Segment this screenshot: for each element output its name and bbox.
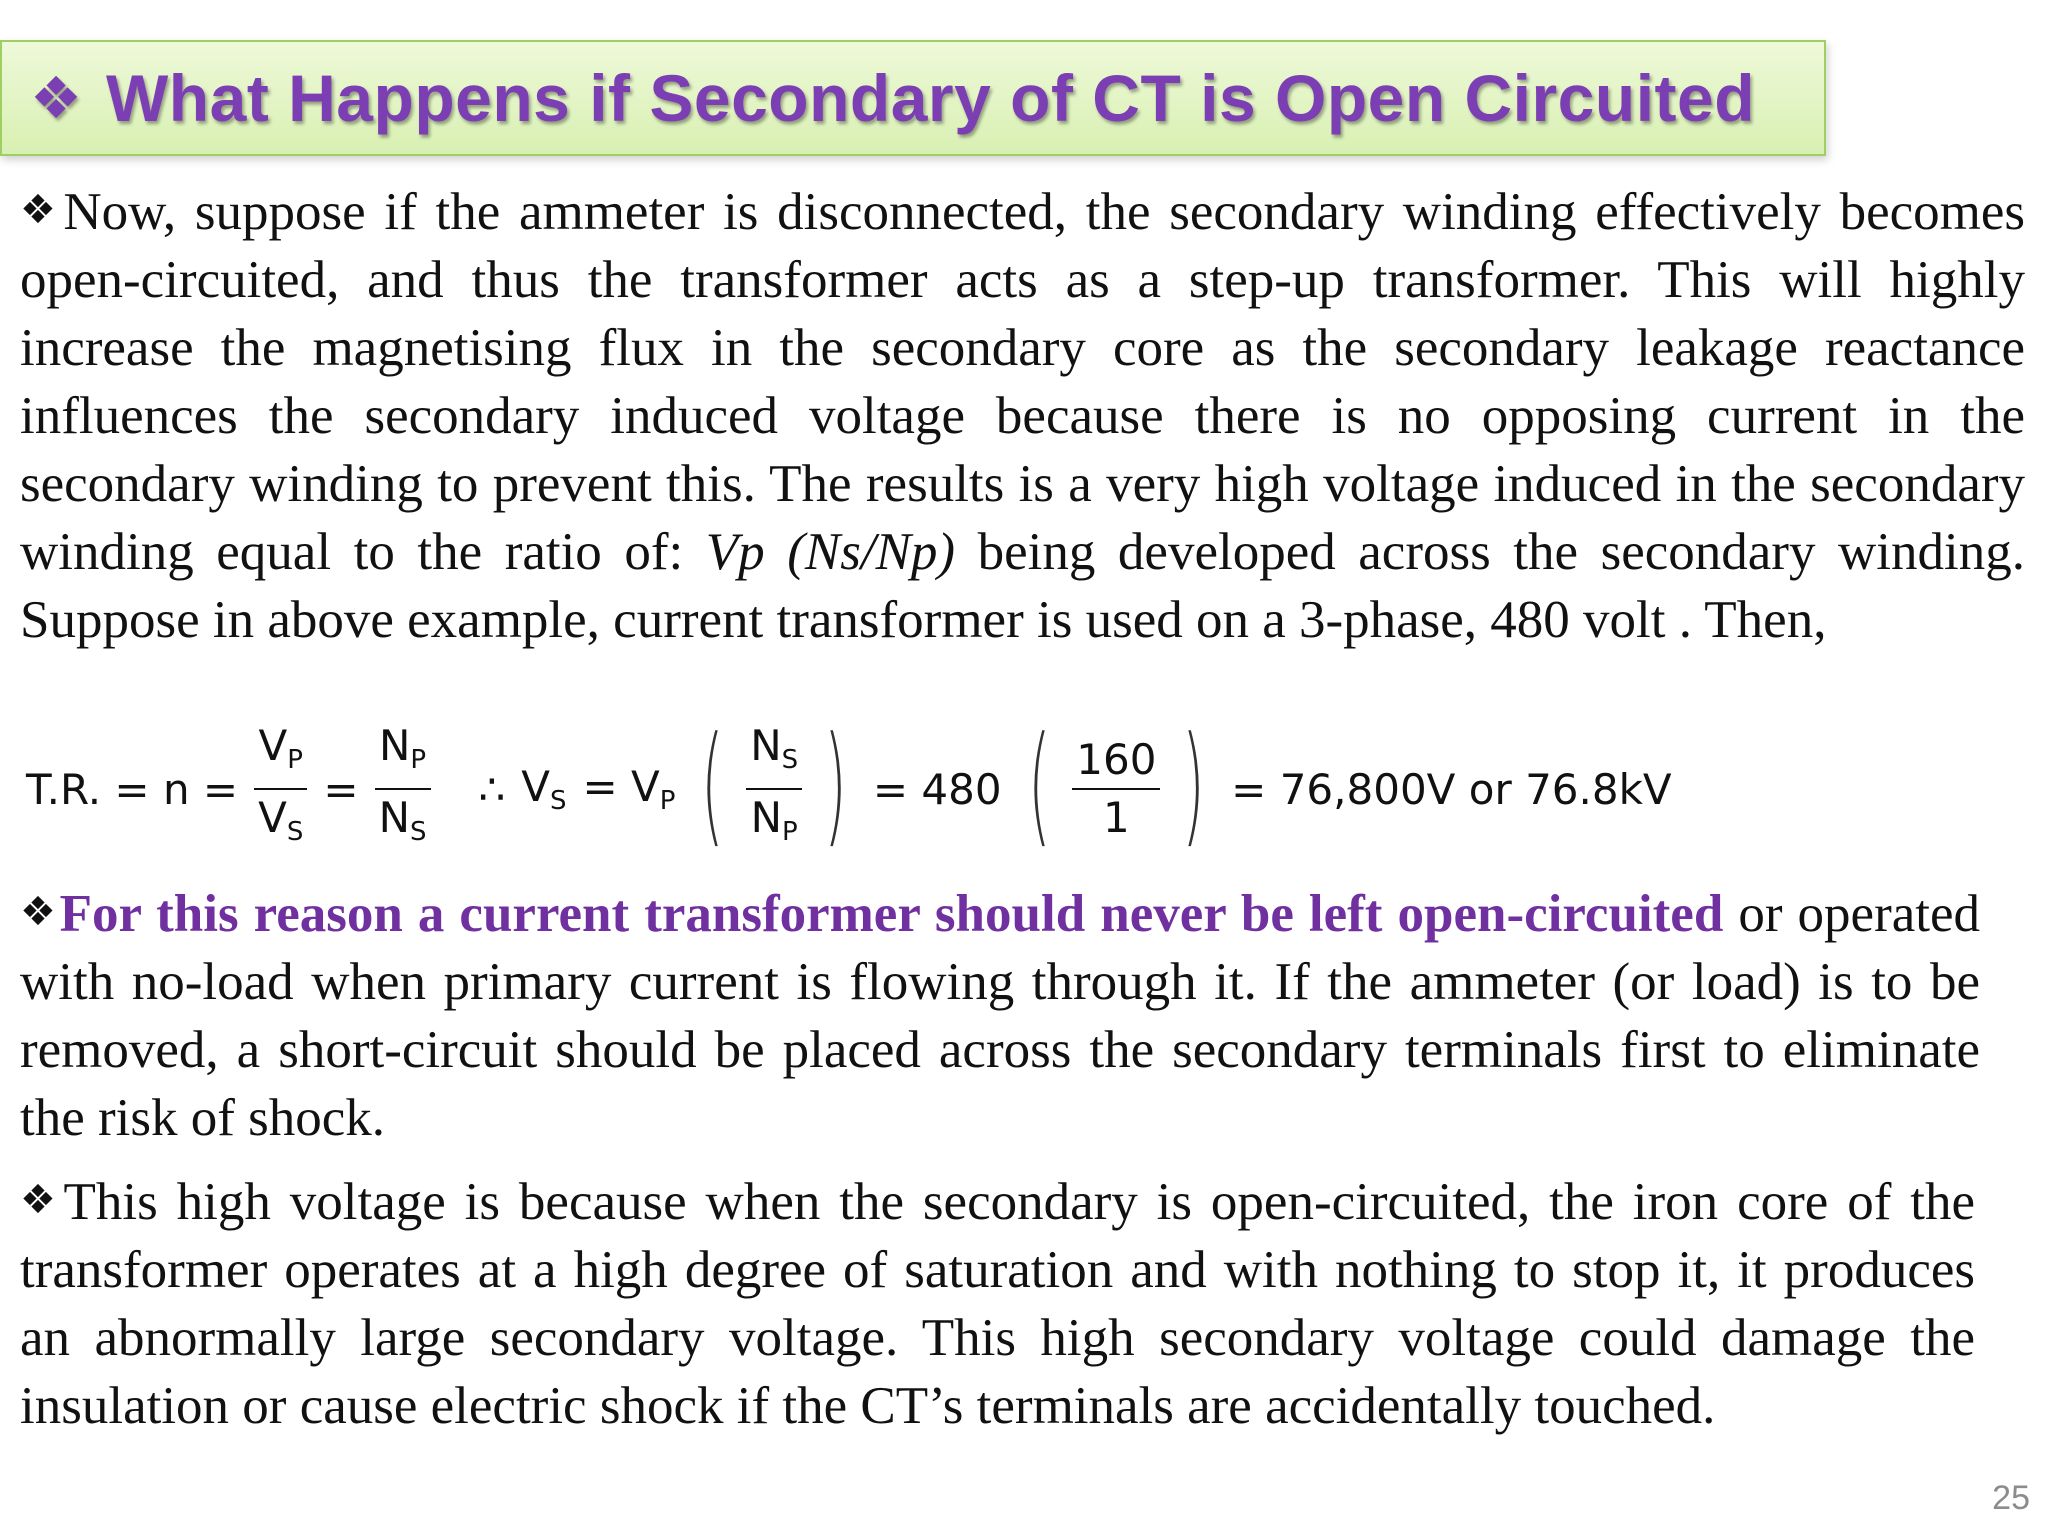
subscript: S <box>286 817 304 847</box>
ratio-expression: Vp (Ns/Np) <box>705 523 956 581</box>
subscript: S <box>410 817 427 847</box>
vs-symbol: $V_S$ <box>521 762 567 816</box>
fraction-vp-vs <box>254 722 307 856</box>
fraction-denominator: N <box>378 793 410 842</box>
left-paren: ( <box>701 708 725 860</box>
subscript: P <box>782 817 798 847</box>
slide-title: What Happens if Secondary of CT is Open Circuited <box>106 61 1756 135</box>
fraction-denominator: V <box>258 793 287 842</box>
fraction-np-ns <box>375 722 431 856</box>
right-paren: ) <box>1182 708 1206 860</box>
paragraph-text-tail: being developed across the secondary winding. Suppose in above example, current transformer is used on a 3-phase, 480 volt . Then, <box>20 523 2025 649</box>
fraction-bar <box>746 788 802 790</box>
fraction-bar <box>254 788 307 790</box>
vp-term: = $V_P$ <box>582 762 676 816</box>
diamond-bullet-icon: ❖ <box>20 1177 62 1223</box>
paragraph-text: Now, suppose if the ammeter is disconnected, the secondary winding effectively becomes open-circuited, and thus the transformer acts as a step-up transformer. This will highly increase the magnetising flux in the secondary core as the secondary leakage reactance influences the secondary induced voltage because there is no opposing current in the secondary winding to prevent this. The results is a very high voltage induced in the secondary winding equal to the ratio of: <box>20 183 2026 581</box>
equation-result: = 76,800V or 76.8kV <box>1231 764 1672 814</box>
fraction-denominator: N <box>750 793 783 842</box>
paragraph-high-voltage <box>20 1166 1975 1440</box>
fraction-numerator: N <box>750 721 782 770</box>
fraction-bar <box>1072 788 1160 790</box>
diamond-bullet-icon: ❖ <box>20 889 58 935</box>
slide-title-banner <box>0 40 1826 156</box>
therefore-symbol: ∴ <box>478 764 506 814</box>
fraction-ns-np <box>746 722 802 856</box>
diamond-bullet-icon: ❖ <box>20 187 62 233</box>
fraction-numerator: N <box>378 721 411 770</box>
slide-body <box>20 176 2025 654</box>
fraction-bar <box>375 788 431 790</box>
equals-sign: = <box>323 764 359 814</box>
paragraph-open-secondary <box>20 176 2025 654</box>
turns-ratio-equation <box>18 708 1680 864</box>
fraction-numerator: 160 <box>1076 735 1157 784</box>
left-paren: ( <box>1027 708 1051 860</box>
fraction-160-1 <box>1072 736 1160 842</box>
diamond-bullet-icon: ❖ <box>30 64 82 132</box>
slide-body-lower <box>20 878 2025 1440</box>
right-paren: ) <box>824 708 847 860</box>
subscript: S <box>781 745 799 775</box>
subscript: P <box>410 745 427 775</box>
paragraph-text: This high voltage is because when the secondary is open-circuited, the iron core of the transformer operates at a high degree of saturation and with nothing to stop it, it produces an abnormally large secondary voltage. This high secondary voltage could damage the insulation or cause electric shock if the CT’s terminals are accidentally touched. <box>20 1173 1975 1435</box>
subscript: P <box>287 745 303 775</box>
paren-group-160 <box>1014 708 1220 860</box>
equals-480: = 480 <box>872 764 1002 814</box>
fraction-denominator: 1 <box>1103 793 1130 842</box>
paragraph-text: or operated with no-load when primary current is flowing through it. If the ammeter (or load) is to be removed, a short-circuit should be placed across the secondary terminals first to eliminate the risk of shock. <box>20 885 1980 1147</box>
paragraph-warning <box>20 878 1980 1152</box>
paren-group-ns-np <box>687 708 860 860</box>
page-number: 25 <box>1992 1479 2030 1517</box>
equation-lhs: T.R. = n = <box>26 764 239 814</box>
warning-highlight: For this reason a current transformer should never be left open-circuited <box>59 885 1724 943</box>
fraction-numerator: V <box>258 721 288 770</box>
